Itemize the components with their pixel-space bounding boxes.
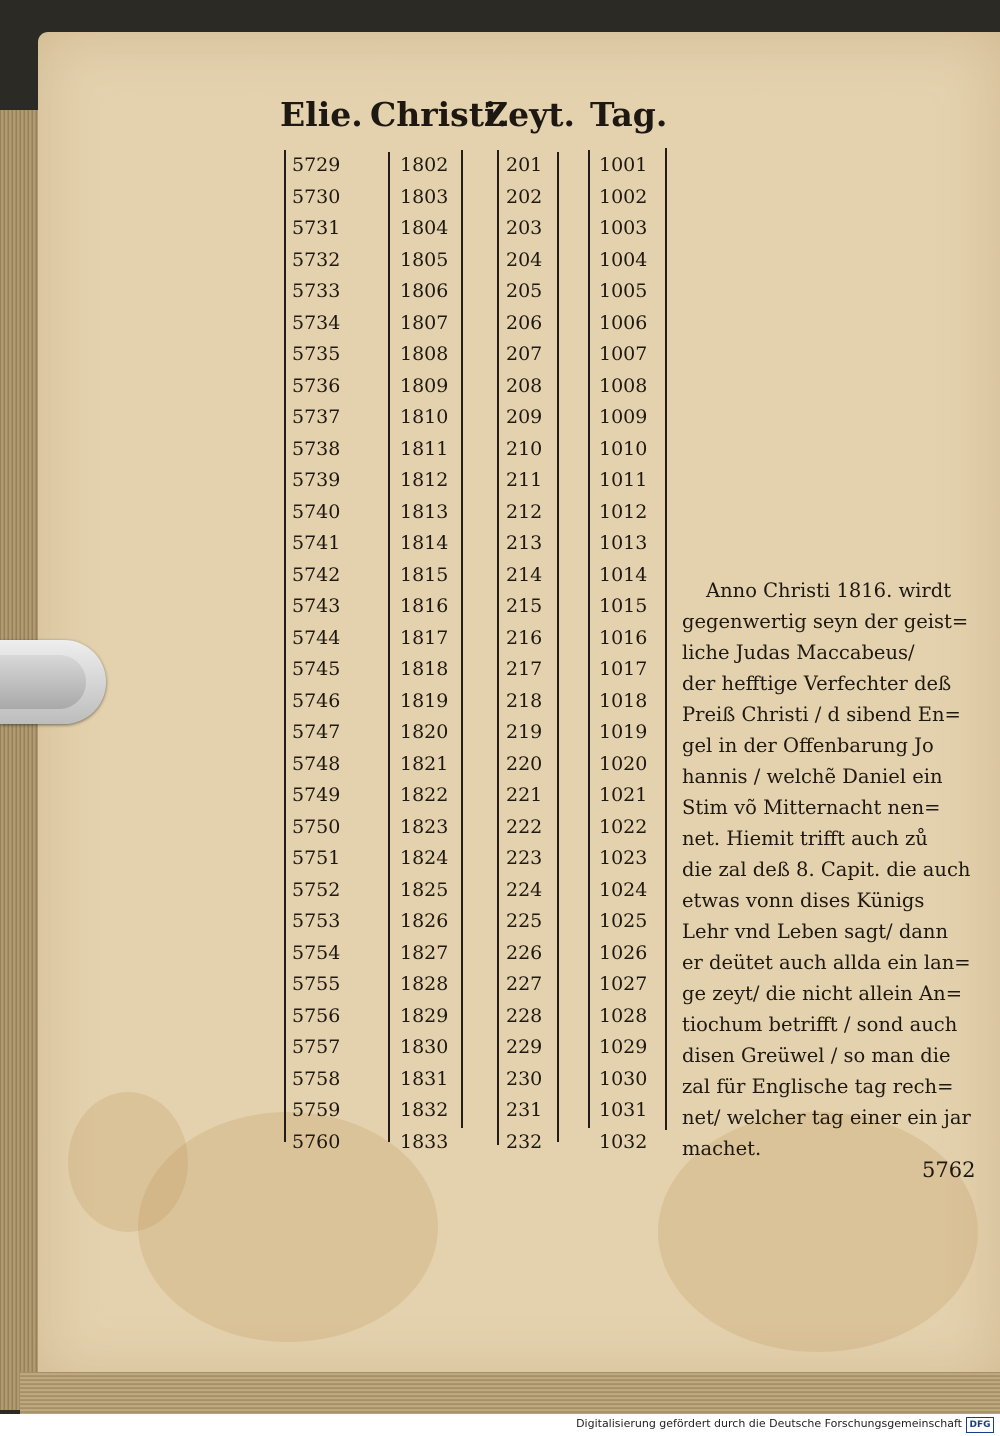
table-header — [0, 95, 1000, 145]
table-cell: 204 — [506, 248, 543, 271]
table-cell: 5744 — [292, 626, 341, 649]
table-cell: 1022 — [599, 815, 648, 838]
table-cell: 5733 — [292, 280, 341, 302]
table-cell: 225 — [506, 910, 543, 932]
page-clip-inner — [0, 655, 86, 709]
note-line: er deütet auch allda ein lan= — [682, 951, 971, 974]
table-cell: 214 — [506, 563, 543, 586]
table-cell: 213 — [506, 532, 543, 554]
table-cell: 1822 — [400, 784, 449, 806]
table-cell: 1833 — [400, 1130, 449, 1153]
table-cell: 212 — [506, 500, 543, 523]
table-cell: 5734 — [292, 311, 341, 334]
table-cell: 5756 — [292, 1004, 341, 1027]
header-elie: Elie. — [280, 95, 363, 134]
table-cell: 207 — [506, 343, 543, 365]
table-cell: 1830 — [400, 1036, 449, 1058]
table-cell: 5757 — [292, 1036, 341, 1058]
note-line: net/ welcher tag einer ein jar — [682, 1106, 971, 1129]
table-cell: 1826 — [400, 910, 449, 932]
table-cell: 209 — [506, 406, 543, 428]
column-christi — [400, 150, 458, 1153]
table-cell: 1820 — [400, 721, 449, 743]
table-cell: 206 — [506, 311, 543, 334]
table-cell: 217 — [506, 658, 543, 680]
table-cell: 208 — [506, 374, 543, 397]
side-note — [682, 575, 972, 1164]
table-cell: 218 — [506, 689, 543, 712]
table-cell: 5738 — [292, 437, 341, 460]
table-cell: 221 — [506, 784, 543, 806]
table-cell: 201 — [506, 154, 543, 176]
table-cell: 5743 — [292, 595, 341, 617]
header-tag: Tag. — [590, 95, 668, 134]
table-cell: 1821 — [400, 752, 449, 775]
table-cell: 5745 — [292, 658, 341, 680]
table-cell: 5731 — [292, 217, 341, 239]
table-cell: 1806 — [400, 280, 449, 302]
table-cell: 1811 — [400, 437, 449, 460]
table-cell: 215 — [506, 595, 543, 617]
table-cell: 1020 — [599, 752, 648, 775]
note-line: etwas vonn dises Künigs — [682, 889, 925, 912]
table-cell: 210 — [506, 437, 543, 460]
table-cell: 205 — [506, 280, 543, 302]
table-cell: 1815 — [400, 563, 449, 586]
table-cell: 1023 — [599, 847, 648, 869]
column-elie — [292, 150, 382, 1153]
table-cell: 1031 — [599, 1099, 648, 1121]
table-cell: 216 — [506, 626, 543, 649]
column-rule — [284, 150, 286, 1142]
table-cell: 5754 — [292, 941, 341, 964]
note-line: disen Greüwel / so man die — [682, 1044, 951, 1067]
table-cell: 211 — [506, 469, 543, 491]
table-cell: 231 — [506, 1099, 543, 1121]
column-rule — [388, 152, 390, 1142]
dfg-logo: DFG — [966, 1417, 994, 1433]
table-cell: 230 — [506, 1067, 543, 1090]
table-cell: 1818 — [400, 658, 449, 680]
table-cell: 1026 — [599, 941, 648, 964]
table-cell: 5748 — [292, 752, 341, 775]
table-cell: 5735 — [292, 343, 341, 365]
table-cell: 1030 — [599, 1067, 648, 1090]
table-cell: 1012 — [599, 500, 648, 523]
table-cell: 1017 — [599, 658, 648, 680]
table-cell: 5751 — [292, 847, 341, 869]
note-line: zal für Englische tag rech= — [682, 1075, 954, 1098]
table-cell: 1819 — [400, 689, 449, 712]
note-line: tiochum betrifft / sond auch — [682, 1013, 958, 1036]
table-cell: 1825 — [400, 878, 449, 901]
table-cell: 5741 — [292, 532, 341, 554]
table-cell: 5755 — [292, 973, 341, 995]
table-cell: 1027 — [599, 973, 648, 995]
table-cell: 5752 — [292, 878, 341, 901]
table-cell: 1823 — [400, 815, 449, 838]
table-cell: 1021 — [599, 784, 648, 806]
column-rule — [557, 152, 559, 1142]
table-cell: 1016 — [599, 626, 648, 649]
note-line: ge zeyt/ die nicht allein An= — [682, 982, 963, 1005]
note-line: net. Hiemit trifft auch zů — [682, 827, 928, 850]
note-line: Preiß Christi / d sibend En= — [682, 703, 961, 726]
table-cell: 1019 — [599, 721, 648, 743]
table-cell: 5760 — [292, 1130, 341, 1153]
table-cell: 1032 — [599, 1130, 648, 1153]
table-cell: 1829 — [400, 1004, 449, 1027]
table-cell: 202 — [506, 185, 543, 208]
table-cell: 5729 — [292, 154, 341, 176]
table-cell: 1028 — [599, 1004, 648, 1027]
table-cell: 5746 — [292, 689, 341, 712]
table-cell: 203 — [506, 217, 543, 239]
table-cell: 1001 — [599, 154, 648, 176]
table-cell: 1803 — [400, 185, 449, 208]
column-rule — [588, 150, 590, 1128]
table-cell: 5742 — [292, 563, 341, 586]
note-line: machet. — [682, 1137, 762, 1160]
table-cell: 222 — [506, 815, 543, 838]
note-line: hannis / welchẽ Daniel ein — [682, 765, 943, 788]
table-cell: 1824 — [400, 847, 449, 869]
table-cell: 1805 — [400, 248, 449, 271]
table-cell: 1812 — [400, 469, 449, 491]
table-cell: 5749 — [292, 784, 341, 806]
table-cell: 1804 — [400, 217, 449, 239]
table-cell: 1802 — [400, 154, 449, 176]
table-cell: 1807 — [400, 311, 449, 334]
table-cell: 1018 — [599, 689, 648, 712]
table-cell: 1817 — [400, 626, 449, 649]
note-line: Stim võ Mitternacht nen= — [682, 796, 941, 819]
table-cell: 1003 — [599, 217, 648, 239]
column-tag — [599, 150, 661, 1153]
table-cell: 1013 — [599, 532, 648, 554]
table-cell: 1009 — [599, 406, 648, 428]
table-cell: 5730 — [292, 185, 341, 208]
table-cell: 1014 — [599, 563, 648, 586]
water-stain — [68, 1092, 188, 1232]
table-cell: 227 — [506, 973, 543, 995]
page-number: 5762 — [922, 1158, 976, 1182]
table-cell: 226 — [506, 941, 543, 964]
table-cell: 1015 — [599, 595, 648, 617]
note-line: gel in der Offenbarung Jo — [682, 734, 934, 757]
table-cell: 1827 — [400, 941, 449, 964]
table-cell: 1008 — [599, 374, 648, 397]
table-cell: 5750 — [292, 815, 341, 838]
table-cell: 1002 — [599, 185, 648, 208]
note-line: die zal deß 8. Capit. die auch — [682, 858, 971, 881]
table-cell: 1809 — [400, 374, 449, 397]
footer-bar — [0, 1414, 1000, 1436]
table-cell: 229 — [506, 1036, 543, 1058]
table-cell: 1810 — [400, 406, 449, 428]
table-cell: 1813 — [400, 500, 449, 523]
table-cell: 1828 — [400, 973, 449, 995]
table-cell: 1814 — [400, 532, 449, 554]
note-line: gegenwertig seyn der geist= — [682, 610, 969, 633]
note-line: Anno Christi 1816. wirdt — [706, 579, 952, 602]
column-rule — [497, 150, 499, 1145]
table-cell: 1005 — [599, 280, 648, 302]
note-line: Lehr vnd Leben sagt/ dann — [682, 920, 949, 943]
column-rule — [461, 150, 463, 1128]
table-cell: 224 — [506, 878, 543, 901]
table-cell: 1024 — [599, 878, 648, 901]
note-line: der hefftige Verfechter deß — [682, 672, 952, 695]
table-cell: 1006 — [599, 311, 648, 334]
table-cell: 228 — [506, 1004, 543, 1027]
column-rule — [665, 148, 667, 1130]
table-cell: 220 — [506, 752, 543, 775]
table-cell: 1007 — [599, 343, 648, 365]
table-cell: 1025 — [599, 910, 648, 932]
table-cell: 5747 — [292, 721, 341, 743]
table-cell: 5736 — [292, 374, 341, 397]
table-cell: 5737 — [292, 406, 341, 428]
table-cell: 219 — [506, 721, 543, 743]
book-page-bottom-edge — [20, 1372, 1000, 1414]
table-cell: 1816 — [400, 595, 449, 617]
table-cell: 5740 — [292, 500, 341, 523]
table-cell: 5758 — [292, 1067, 341, 1090]
table-cell: 1832 — [400, 1099, 449, 1121]
header-zeyt: Zeyt. — [484, 95, 575, 134]
table-cell: 232 — [506, 1130, 543, 1153]
table-cell: 1831 — [400, 1067, 449, 1090]
table-cell: 5739 — [292, 469, 341, 491]
table-cell: 1004 — [599, 248, 648, 271]
table-cell: 1808 — [400, 343, 449, 365]
table-cell: 5753 — [292, 910, 341, 932]
table-cell: 5759 — [292, 1099, 341, 1121]
note-line: liche Judas Maccabeus/ — [682, 641, 915, 664]
table-cell: 1011 — [599, 469, 648, 491]
column-zeyt — [506, 150, 554, 1153]
table-cell: 1010 — [599, 437, 648, 460]
footer-credit: Digitalisierung gefördert durch die Deutsche Forschungsgemeinschaft — [576, 1417, 962, 1430]
table-cell: 223 — [506, 847, 543, 869]
table-cell: 5732 — [292, 248, 341, 271]
table-cell: 1029 — [599, 1036, 648, 1058]
header-christi: Christi. — [370, 95, 509, 134]
